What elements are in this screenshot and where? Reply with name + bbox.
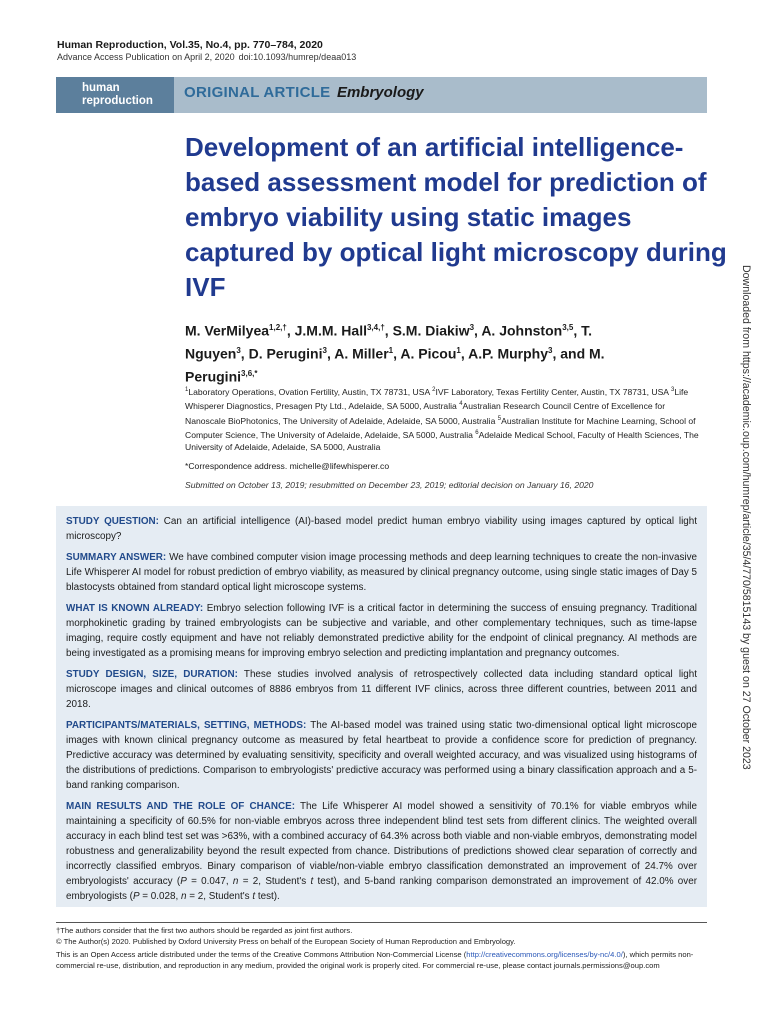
abstract-paragraph: [66, 718, 697, 793]
article-subsection: Embryology: [336, 84, 424, 101]
affiliation-number: 6: [475, 429, 479, 436]
author-affiliation-mark: 1,2,†: [269, 323, 287, 332]
affiliation-text: Australian Research Council Centre of Excellence for Nanoscale BioPhotonics, The University of Adelaide, Adelaide, SA 5000, Australia: [185, 401, 666, 426]
abstract-text: Embryo selection following IVF is a critical factor in determining the success of ensuing pregnancy. Traditional morphokinetic grading by trained embryologists can be subjective and variable, and other complementary techniques, such as time-lapse imaging, require costly equipment and have not reliably demonstrated predictive ability for the endpoint of clinical pregnancy. AI methods are being investigated as a promising means for improving embryo selection and predicting implantation and pregnancy outcomes.: [66, 603, 698, 659]
author-affiliation-mark: 3: [322, 346, 327, 356]
abstract-paragraph: [66, 601, 697, 661]
author-name: A. Picou: [400, 345, 457, 362]
submission-dates: Submitted on October 13, 2019; resubmitted on December 23, 2019; editorial decision on January 16, 2020: [185, 480, 594, 490]
abstract-text: The AI-based model was trained using static two-dimensional optical light microscope images with known clinical pregnancy outcome as measured by fetal heartbeat to provide a confidence score for prediction of pregnancy. Predictive accuracy was determined by evaluating sensitivity, specificity and overall weighted accuracy, and was visualized using histograms of the distributions of predictions. Comparison to embryologists' predictive accuracy was performed using a binary classification approach and a 5-band ranking comparison.: [66, 720, 697, 791]
author-name: T. Nguyen: [185, 322, 592, 362]
journal-citation: Human Reproduction, Vol.35, No.4, pp. 770–784, 2020: [57, 39, 323, 51]
affiliation-number: 5: [497, 415, 502, 422]
abstract-heading: WHAT IS KNOWN ALREADY:: [66, 603, 204, 614]
footnote-license: This is an Open Access article distributed under the terms of the Creative Commons Attribution Non-Commercial License (http://creativecommons.org/licenses/by-nc/4.0/), which permits non-commercial re-use, distribution, and reproduction in any medium, provided the original work is properly cited. For commercial re-use, please contact journals.permissions@oup.com: [56, 950, 694, 970]
abstract-paragraph: [66, 667, 697, 712]
doi[interactable]: doi:10.1093/humrep/deaa013: [238, 52, 357, 62]
article-section: ORIGINAL ARTICLE: [184, 84, 331, 101]
abstract-box: [56, 506, 707, 907]
affiliation-number: 2: [432, 387, 436, 393]
author-affiliation-mark: 3,5: [562, 323, 574, 332]
logo-line-2: reproduction: [82, 95, 153, 107]
paper-title: Development of an artificial intelligence-based assessment model for prediction of embryo viability using static images captured by optical light microscopy during IVF: [185, 132, 727, 302]
abstract-paragraph: [66, 514, 697, 544]
correspondence: *Correspondence address. michelle@lifewhisperer.co: [185, 461, 390, 471]
abstract-heading: STUDY DESIGN, SIZE, DURATION:: [66, 669, 238, 680]
access-info: [57, 52, 356, 62]
author-affiliation-mark: 3: [469, 323, 475, 332]
affiliation-text: Adelaide Medical School, Faculty of Health Sciences, The University of Adelaide, Adelaide, SA 5000, Australia: [185, 429, 699, 453]
author-name: A. Johnston: [481, 322, 563, 339]
abstract-heading: STUDY QUESTION:: [66, 516, 159, 527]
author-name: M. Perugini: [185, 345, 605, 385]
download-sidebar: [735, 265, 757, 805]
abstract-heading: MAIN RESULTS AND THE ROLE OF CHANCE:: [66, 801, 296, 812]
affiliation-number: 1: [185, 387, 189, 393]
abstract-text: These studies involved analysis of retrospectively collected data including standard optical light microscope images and clinical outcomes of 8886 embryos from 11 different IVF clinics, across three different countries, between 2011 and 2018.: [66, 669, 697, 710]
download-notice: Downloaded from https://academic.oup.com/humrep/article/35/4/770/5815143 by guest on 27 October 2023: [740, 265, 752, 770]
logo-line-1: human: [82, 82, 120, 94]
abstract-paragraph: MAIN RESULTS AND THE ROLE OF CHANCE: The Life Whisperer AI model showed a sensitivity of 70.1% for viable embryos while maintaining a specificity of 60.5% for non-viable embryos across three independent blind test sets from different clinics. The weighted overall accuracy in each blind test set was >63%, with a combined accuracy of 64.3% across both viable and non-viable embryos, demonstrating model robustness and generalizability beyond the result expected from chance. Distributions of predictions showed clear separation of correctly and incorrectly classified embryos. Binary comparison of viable/non-viable embryo classification demonstrated an improvement of 24.7% over embryologists' accuracy (P = 0.047, n = 2, Student's t test), and 5-band ranking comparison demonstrated an improvement of 42.0% over embryologists (P = 0.028, n = 2, Student's t test).: [66, 801, 697, 902]
author-name: A. Miller: [334, 345, 389, 362]
affiliation-text: Australian Institute for Machine Learning, School of Computer Science, The University of Adelaide, Adelaide, SA 5000, Australia: [185, 415, 696, 440]
affiliation-text: IVF Laboratory, Texas Fertility Center, Austin, TX 78731, USA: [435, 386, 671, 397]
footnote-joint-authors: †The authors consider that the first two authors should be regarded as joint first authors.: [56, 926, 353, 935]
article-type: [184, 84, 424, 101]
affiliation-text: Laboratory Operations, Ovation Fertility, Austin, TX 78731, USA: [188, 386, 433, 397]
section-banner: [56, 77, 707, 113]
abstract-heading: SUMMARY ANSWER:: [66, 552, 167, 563]
author-name: J.M.M. Hall: [294, 322, 367, 339]
author-name: M. VerMilyea: [185, 322, 270, 339]
author-affiliation-mark: 3: [236, 346, 241, 356]
affiliation-number: 4: [459, 401, 463, 408]
abstract-heading: PARTICIPANTS/MATERIALS, SETTING, METHODS:: [66, 720, 307, 731]
affiliation-text: Life Whisperer Diagnostics, Presagen Pty Ltd., Adelaide, SA 5000, Australia: [185, 386, 689, 412]
journal-logo: [56, 77, 174, 113]
affiliation-number: 3: [670, 387, 675, 393]
author-name: S.M. Diakiw: [392, 322, 470, 339]
author-affiliation-mark: 3,6,*: [241, 369, 258, 379]
abstract-text: We have combined computer vision image processing methods and deep learning techniques to create the non-invasive Life Whisperer AI model for robust prediction of embryo viability, as measured by clinical pregnancy outcome, using single static images of Day 5 blastocysts obtained from standard optical light microscope systems.: [66, 552, 698, 593]
author-name: D. Perugini: [248, 345, 323, 362]
author-list: M. VerMilyea$^{1,2,\dagger}$, J.M.M. Hall$^{3,4,\dagger}$, S.M. Diakiw$^3$, A. Johnston$^{3,5}$, T. Nguyen$^3$, D. Perugini$^3$, A. Miller$^1$, A. Picou$^1$, A.P. Murphy$^3$, and M. Perugini$^{3,6,*}$: [185, 322, 605, 385]
abstract-paragraph: [66, 550, 697, 595]
author-name: A.P. Murphy: [468, 345, 548, 362]
footnote-rule: [56, 922, 707, 923]
access-date: Advance Access Publication on April 2, 2020: [57, 52, 235, 62]
footnote-copyright: © The Author(s) 2020. Published by Oxford University Press on behalf of the European Society of Human Reproduction and Embryology.: [56, 937, 516, 946]
author-affiliation-mark: 3,4,†: [366, 323, 385, 332]
abstract-text: Can an artificial intelligence (AI)-based model predict human embryo viability using images captured by optical light microscopy?: [66, 516, 697, 542]
license-link[interactable]: http://creativecommons.org/licenses/by-nc/4.0/: [466, 950, 623, 959]
affiliations: [185, 384, 705, 453]
author-affiliation-mark: 1: [388, 346, 394, 356]
author-affiliation-mark: 3: [548, 346, 553, 356]
author-affiliation-mark: 1: [456, 346, 461, 356]
